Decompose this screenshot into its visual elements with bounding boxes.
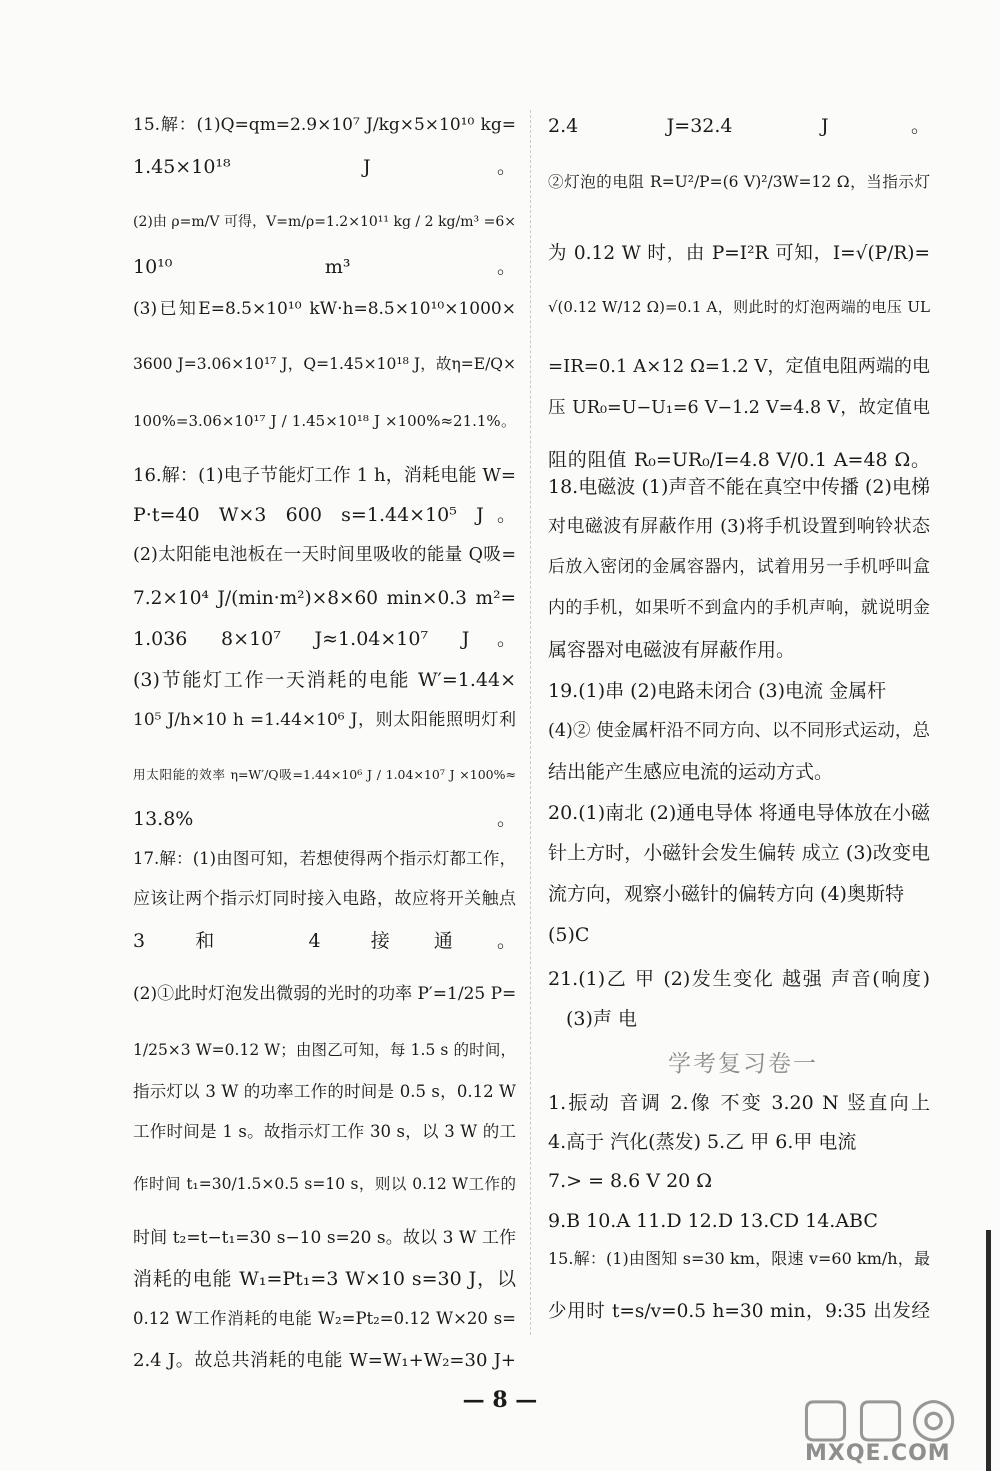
answer-line: (2)太阳能电池板在一天时间里吸收的能量 Q吸= — [133, 545, 516, 565]
answer-line: 0.12 W工作消耗的电能 W₂=Pt₂=0.12 W×20 s= — [133, 1309, 516, 1328]
answer-line: (2)①此时灯泡发出微弱的光时的功率 P′=1/25 P= — [133, 984, 517, 1004]
answer-line: 1/25×3 W=0.12 W；由图乙可知，每 1.5 s 的时间， — [133, 1041, 516, 1059]
watermark-url: MXQE.COM — [805, 1441, 951, 1466]
answer-line: 3 和 4 接通。 — [133, 930, 516, 952]
answer-line: 18.电磁波 (1)声音不能在真空中传播 (2)电梯 — [548, 476, 930, 498]
answer-line: 对电磁波有屏蔽作用 (3)将手机设置到响铃状态 — [548, 516, 930, 537]
answer-line: 阻的阻值 R₀=UR₀/I=4.8 V/0.1 A=48 Ω。 — [548, 449, 930, 471]
answer-line: 10⁵ J/h×10 h =1.44×10⁶ J，则太阳能照明灯利 — [133, 710, 516, 730]
answer-line: 1.45×10¹⁸ J。 — [133, 156, 516, 178]
answer-line: 15.解：(1)由图知 s=30 km，限速 v=60 km/h，最 — [548, 1249, 930, 1268]
answer-line: 17.解：(1)由图可知，若想使得两个指示灯都工作， — [133, 849, 516, 868]
answer-line: 9.B 10.A 11.D 12.D 13.CD 14.ABC — [548, 1210, 878, 1232]
answer-line: 应该让两个指示灯同时接入电路，故应将开关触点 — [133, 889, 516, 909]
answer-line: 3600 J=3.06×10¹⁷ J，Q=1.45×10¹⁸ J，故η=E/Q× — [133, 355, 516, 373]
answer-line: 100%=3.06×10¹⁷ J / 1.45×10¹⁸ J ×100%≈21.1%。 — [133, 412, 516, 430]
answer-line: =IR=0.1 A×12 Ω=1.2 V，定值电阻两端的电 — [548, 356, 930, 377]
answer-line: 用太阳能的效率 η=W′/Q吸=1.44×10⁶ J / 1.04×10⁷ J ×100%≈ — [133, 767, 516, 782]
answer-line: 工作时间是 1 s。故指示灯工作 30 s，以 3 W 的工 — [133, 1122, 516, 1141]
answer-line: 结出能产生感应电流的运动方式。 — [548, 761, 834, 783]
answer-line: (2)由 ρ=m/V 可得，V=m/ρ=1.2×10¹¹ kg / 2 kg/m³ =6× — [133, 214, 516, 230]
answer-line: 4.高于 汽化(蒸发) 5.乙 甲 6.甲 电流 — [548, 1131, 857, 1153]
answer-line: 7.> = 8.6 V 20 Ω — [548, 1170, 713, 1192]
page-number: — 8 — — [462, 1387, 538, 1413]
answer-line: 为 0.12 W 时，由 P=I²R 可知，I=√(P/R)= — [548, 243, 930, 264]
answer-line: P·t=40 W×3 600 s=1.44×10⁵ J。 — [133, 504, 516, 526]
answer-line: 属容器对电磁波有屏蔽作用。 — [548, 639, 796, 661]
answer-line: 20.(1)南北 (2)通电导体 将通电导体放在小磁 — [548, 802, 930, 824]
answer-line: (3)声 电 — [566, 1008, 637, 1030]
answer-line: 针上方时，小磁针会发生偏转 成立 (3)改变电 — [548, 842, 930, 864]
answer-line: 作时间 t₁=30/1.5×0.5 s=10 s，则以 0.12 W工作的 — [133, 1175, 516, 1193]
watermark-logo-icon: ▢▢◎ — [800, 1385, 962, 1448]
answer-line: (4)② 使金属杆沿不同方向、以不同形式运动，总 — [548, 721, 930, 741]
answer-line: 2.4 J。故总共消耗的电能 W=W₁+W₂=30 J+ — [133, 1350, 516, 1371]
answer-line: (3)已知E=8.5×10¹⁰ kW·h=8.5×10¹⁰×1000× — [133, 299, 516, 319]
section-title: 学考复习卷一 — [668, 1051, 818, 1077]
column-divider — [530, 110, 531, 1335]
answer-line: 流方向，观察小磁针的偏转方向 (4)奥斯特 — [548, 883, 904, 905]
answer-line: 21.(1)乙 甲 (2)发生变化 越强 声音(响度) — [548, 968, 930, 990]
answer-line: 少用时 t=s/v=0.5 h=30 min，9:35 出发经 — [548, 1301, 930, 1322]
answer-line: 指示灯以 3 W 的功率工作的时间是 0.5 s，0.12 W — [133, 1082, 516, 1101]
answer-line: 后放入密闭的金属容器内，试着用另一手机呼叫盒 — [548, 557, 930, 577]
answer-line: 13.8%。 — [133, 808, 516, 830]
answer-line: 内的手机，如果听不到盒内的手机声响，就说明金 — [548, 598, 930, 618]
answer-line: 2.4 J=32.4 J。 — [548, 115, 930, 137]
answer-line: √(0.12 W/12 Ω)=0.1 A，则此时的灯泡两端的电压 UL — [548, 298, 930, 316]
watermark-logo — [800, 1385, 996, 1469]
answer-line: 时间 t₂=t−t₁=30 s−10 s=20 s。故以 3 W 工作 — [133, 1228, 516, 1248]
answer-line: ②灯泡的电阻 R=U²/P=(6 V)²/3W=12 Ω，当指示灯 — [548, 173, 930, 191]
answer-line: 7.2×10⁴ J/(min·m²)×8×60 min×0.3 m²= — [133, 588, 516, 609]
answer-line: 16.解：(1)电子节能灯工作 1 h，消耗电能 W= — [133, 465, 516, 486]
answer-line: (5)C — [548, 924, 590, 946]
answer-line: (3)节能灯工作一天消耗的电能 W′=1.44× — [133, 669, 516, 691]
answer-line: 19.(1)串 (2)电路未闭合 (3)电流 金属杆 — [548, 680, 887, 702]
answer-line: 1.振动 音调 2.像 不变 3.20 N 竖直向上 — [548, 1092, 930, 1114]
answer-line: 1.036 8×10⁷ J≈1.04×10⁷ J。 — [133, 628, 516, 650]
answer-line: 压 UR₀=U−U₁=6 V−1.2 V=4.8 V，故定值电 — [548, 398, 930, 418]
answer-line: 消耗的电能 W₁=Pt₁=3 W×10 s=30 J，以 — [133, 1268, 516, 1290]
answer-line: 10¹⁰ m³。 — [133, 256, 516, 278]
answer-line: 15.解：(1)Q=qm=2.9×10⁷ J/kg×5×10¹⁰ kg= — [133, 115, 516, 135]
